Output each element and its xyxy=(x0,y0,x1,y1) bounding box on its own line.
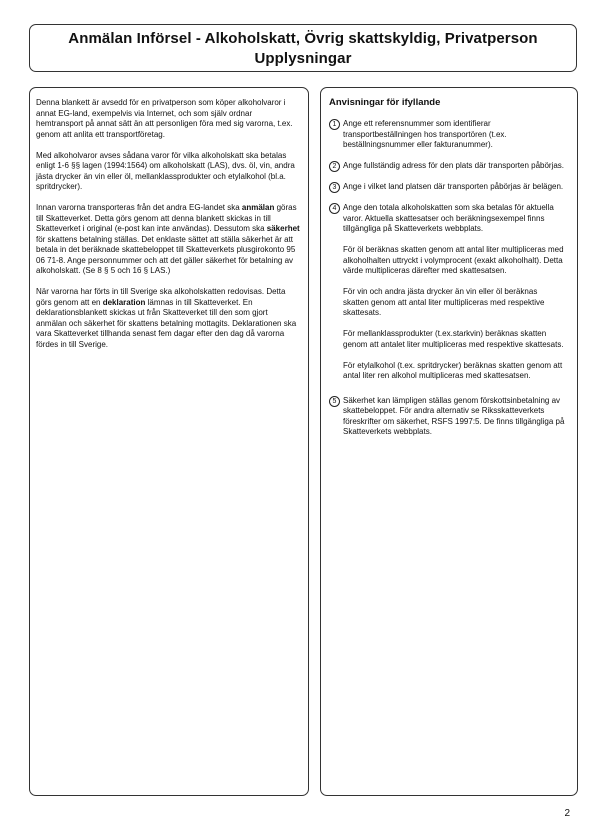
instruction-item-4 xyxy=(329,203,571,235)
page-subtitle: Upplysningar xyxy=(254,50,352,67)
number-2-icon: 2 xyxy=(329,161,340,172)
information-panel xyxy=(29,87,309,796)
page-title: Anmälan Införsel - Alkoholskatt, Övrig skattskyldig, Privatperson xyxy=(68,30,538,47)
number-4-icon: 4 xyxy=(329,203,340,214)
paragraph-declaration: När varorna har förts in till Sverige ska alkoholskatten redovisas. Detta görs genom att en deklaration lämnas in till Skatteverket. En deklarationsblankett skickas ut från Skatteverket till den som gjort anmälan och säkerhet för skattens betalning mottagits. Deklarationen ska vara Skatteverket tillhanda senast fem dagar efter den dag då varorna fördes in till Sverige. xyxy=(36,287,297,349)
instruction-item-2 xyxy=(329,161,571,172)
emphasis-deklaration: deklaration xyxy=(102,297,146,307)
instruction-item-5 xyxy=(329,396,571,438)
number-5-icon: 5 xyxy=(329,396,340,407)
instruction-wine: För vin och andra jästa drycker än vin eller öl beräknas skatten genom att antal liter multipliceras med respektive skattesats. xyxy=(343,287,545,317)
paragraph-notification: Innan varorna transporteras från det andra EG-landet ska anmälan göras till Skatteverket. Detta görs genom att denna blankett skickas in till Skatteverket i original (e-post kan inte användas). Dessutom ska säkerhet för skattens betalning ställas. Det enklaste sättet att ställa säkerhet är att betala in det beräknade skattebeloppet till Skatteverkets plusgirokonto 95 06 71-8. Ange personnummer och att det gäller säkerhet för betalning av alkoholskatt. (Se 8 § 5 och 16 § LAS.) xyxy=(36,203,300,275)
instruction-item-3 xyxy=(329,182,571,193)
emphasis-anmalan: anmälan xyxy=(241,203,275,212)
emphasis-sakerhet: säkerhet xyxy=(266,224,300,233)
number-1-icon: 1 xyxy=(329,119,340,130)
instruction-text-5: Säkerhet kan lämpligen ställas genom förskottsinbetalning av skattebeloppet. För andra alternativ se Riksskatteverkets föreskrifter om säkerhet, RSFS 1997:5. De finns tillgängliga på Skatteverkets webbplats. xyxy=(343,395,565,436)
instructions-panel xyxy=(320,87,578,796)
page-number: 2 xyxy=(564,808,570,819)
paragraph-purpose: Denna blankett är avsedd för en privatperson som köper alkoholvaror i annat EG-land, exempelvis via Internet, och som själv ordnar hemtransport på annat sätt än att personligen föra med sig varorna, t.ex. genom att anlita ett transportföretag. xyxy=(36,98,293,139)
number-3-icon: 3 xyxy=(329,182,340,193)
instruction-text-1: Ange ett referensnummer som identifierar transportbeställningen hos transportören (t.ex. beställningsnummer eller fakturanummer). xyxy=(343,119,507,149)
instructions-heading: Anvisningar för ifyllande xyxy=(329,97,441,108)
instruction-text-4: Ange den totala alkoholskatten som ska betalas för aktuella varor. Aktuella skattesatser och beräkningsexempel finns tillgängliga på Skatteverkets webbplats. xyxy=(343,203,554,233)
paragraph-definition: Med alkoholvaror avses sådana varor för vilka alkoholskatt ska betalas enligt 1-6 §§ lagen (1994:1564) om alkoholskatt (LAS), dvs. öl, vin, andra jästa drycker än vin eller öl, mellanklassprodukter och etylalkohol (bl.a. spritdrycker). xyxy=(36,150,295,191)
instruction-beer: För öl beräknas skatten genom att antal liter multipliceras med alkoholhalten uttryckt i volymprocent (exakt alkoholhalt). Detta värde multipliceras därefter med skattesatsen. xyxy=(343,245,564,275)
instruction-text-3: Ange i vilket land platsen där transporten påbörjas är belägen. xyxy=(343,182,564,191)
instruction-item-1 xyxy=(329,119,571,151)
instruction-text-2: Ange fullständig adress för den plats där transporten påbörjas. xyxy=(343,161,565,170)
title-box xyxy=(29,24,577,72)
instruction-ethyl-alcohol: För etylalkohol (t.ex. spritdrycker) beräknas skatten genom att antal liter ren alkohol multipliceras med skattesatsen. xyxy=(343,360,563,380)
instruction-intermediate-products: För mellanklassprodukter (t.ex.starkvin) beräknas skatten genom att antalet liter multipliceras med respektive skattesats. xyxy=(343,329,564,349)
